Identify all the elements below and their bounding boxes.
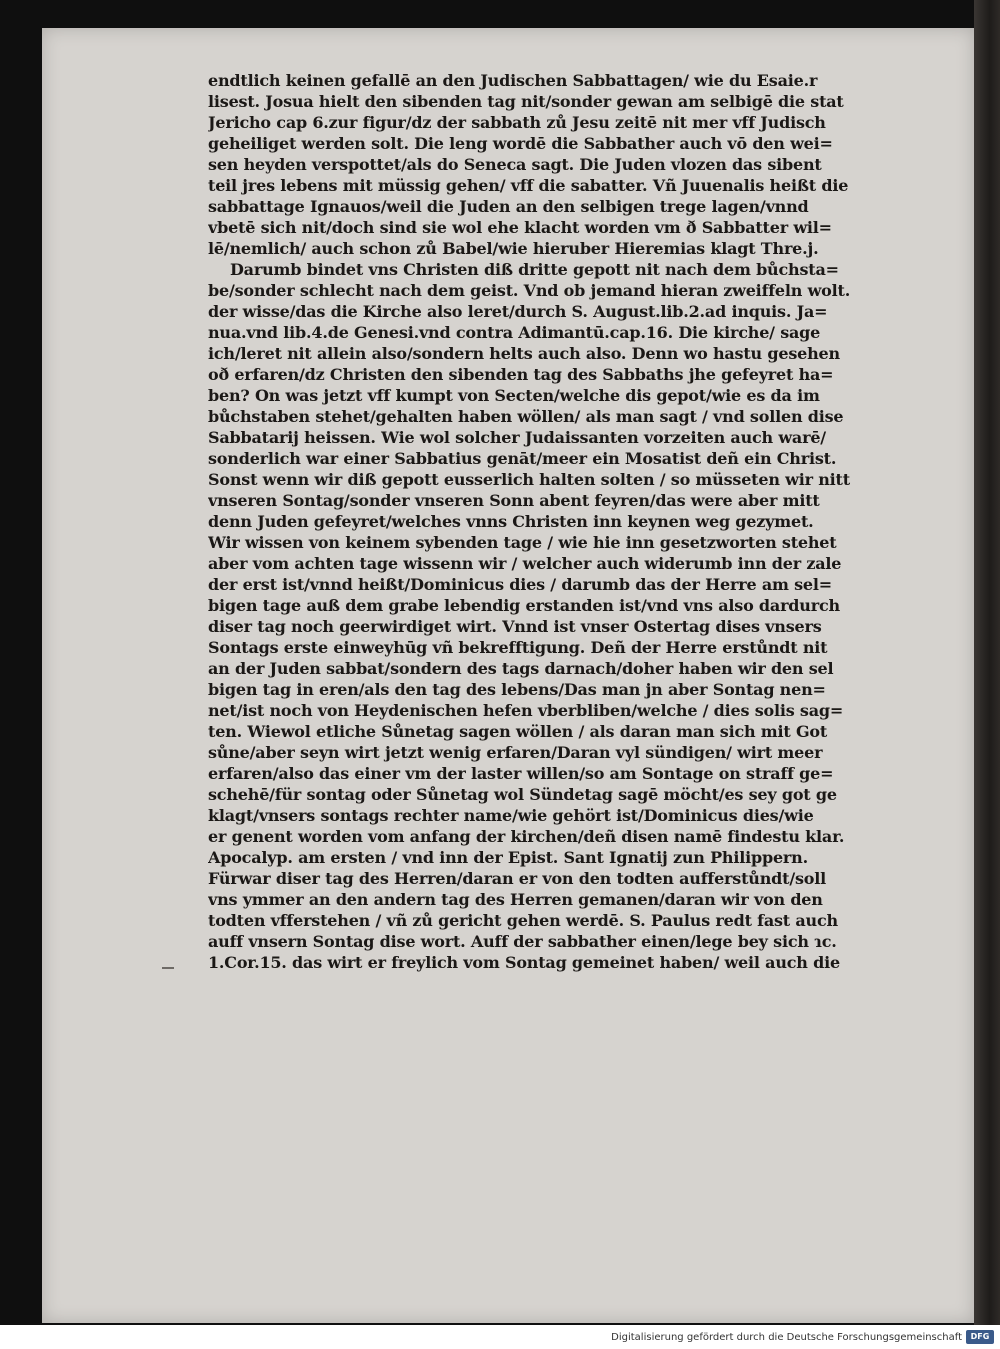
text-line: auff vnsern Sontag dise wort. Auff der sabbather einen/lege bey sich ɿc. [208, 932, 837, 951]
text-line: Apocalyp. am ersten / vnd inn der Epist. Sant Ignatij zun Philippern. [208, 848, 808, 867]
text-line: endtlich keinen gefallē an den Judischen Sabbattagen/ wie du Esaie.r [208, 71, 818, 90]
text-line: ten. Wiewol etliche Sůnetag sagen wöllen / als daran man sich mit Got [208, 722, 828, 741]
text-line: Sontags erste einweyhūg vñ bekrefftigung. Deñ der Herre erstůndt nit [208, 638, 828, 657]
text-line: erfaren/also das einer vm der laster willen/so am Sontage on straff ge= [208, 764, 834, 783]
text-line: ben? On was jetzt vff kumpt von Secten/welche dis gepot/wie es da im [208, 386, 820, 405]
text-line: bigen tage auß dem grabe lebendig erstanden ist/vnd vns also dardurch [208, 596, 840, 615]
text-line: aber vom achten tage wissenn wir / welcher auch widerumb inn der zale [208, 554, 842, 573]
text-line: der erst ist/vnnd heißt/Dominicus dies / darumb das der Herre am sel= [208, 575, 832, 594]
text-line: Sonst wenn wir diß gepott eusserlich halten solten / so müsseten wir nitt [208, 470, 850, 489]
text-line: geheiliget werden solt. Die leng wordē die Sabbather auch vō den wei= [208, 134, 833, 153]
margin-mark [162, 967, 174, 969]
text-line: 1.Cor.15. das wirt er freylich vom Sontag gemeinet haben/ weil auch die [208, 953, 840, 972]
footer-bar [0, 1325, 1000, 1349]
text-line: sen heyden verspottet/als do Seneca sagt. Die Juden vlozen das sibent [208, 155, 822, 174]
text-line: bůchstaben stehet/gehalten haben wöllen/ als man sagt / vnd sollen dise [208, 407, 844, 426]
text-line: klagt/vnsers sontags rechter name/wie gehört ist/Dominicus dies/wie [208, 806, 814, 825]
text-line: der wisse/das die Kirche also leret/durch S. August.lib.2.ad inquis. Ja= [208, 302, 828, 321]
text-line: Sabbatarij heissen. Wie wol solcher Judaissanten vorzeiten auch warē/ [208, 428, 826, 447]
text-line: sonderlich war einer Sabbatius genāt/meer ein Mosatist deñ ein Christ. [208, 449, 837, 468]
text-line: vns ymmer an den andern tag des Herren gemanen/daran wir von den [208, 890, 823, 909]
text-line: bigen tag in eren/als den tag des lebens/Das man jn aber Sontag nen= [208, 680, 826, 699]
text-line: Wir wissen von keinem sybenden tage / wie hie inn gesetzworten stehet [208, 533, 837, 552]
text-line: oð erfaren/dz Christen den sibenden tag des Sabbaths jhe gefeyret ha= [208, 365, 834, 384]
book-edge [974, 0, 1000, 1325]
text-line: vnseren Sontag/sonder vnseren Sonn abent feyren/das were aber mitt [208, 491, 820, 510]
text-line: Fürwar diser tag des Herren/daran er von den todten aufferstůndt/soll [208, 869, 827, 888]
text-line: sůne/aber seyn wirt jetzt wenig erfaren/Daran vyl sündigen/ wirt meer [208, 743, 823, 762]
text-line: sabbattage Ignauos/weil die Juden an den selbigen trege lagen/vnnd [208, 197, 809, 216]
text-line: be/sonder schlecht nach dem geist. Vnd ob jemand hieran zweiffeln wolt. [208, 281, 851, 300]
text-line: lē/nemlich/ auch schon zů Babel/wie hieruber Hieremias klagt Thre.j. [208, 239, 819, 258]
text-line: er genent worden vom anfang der kirchen/deñ disen namē findestu klar. [208, 827, 845, 846]
dfg-logo: DFG [966, 1330, 994, 1344]
text-line: lisest. Josua hielt den sibenden tag nit/sonder gewan am selbigē die stat [208, 92, 844, 111]
text-line: teil jres lebens mit müssig gehen/ vff die sabatter. Vñ Juuenalis heißt die [208, 176, 849, 195]
text-line: denn Juden gefeyret/welches vnns Christen inn keynen weg gezymet. [208, 512, 814, 531]
page-text [208, 70, 898, 973]
text-line: an der Juden sabbat/sondern des tags darnach/doher haben wir den sel [208, 659, 834, 678]
text-line: vbetē sich nit/doch sind sie wol ehe klacht worden vm ð Sabbatter wil= [208, 218, 832, 237]
text-line: schehē/für sontag oder Sůnetag wol Sündetag sagē möcht/es sey got ge [208, 785, 837, 804]
text-line: Jericho cap 6.zur figur/dz der sabbath zů Jesu zeitē nit mer vff Judisch [208, 113, 826, 132]
text-line: Darumb bindet vns Christen diß dritte gepott nit nach dem bůchsta= [230, 260, 839, 279]
text-line: ich/leret nit allein also/sondern helts auch also. Denn wo hastu gesehen [208, 344, 840, 363]
footer-credit: Digitalisierung gefördert durch die Deutsche Forschungsgemeinschaft [611, 1332, 962, 1343]
text-line: nua.vnd lib.4.de Genesi.vnd contra Adimantū.cap.16. Die kirche/ sage [208, 323, 821, 342]
text-line: todten vfferstehen / vñ zů gericht gehen werdē. S. Paulus redt fast auch [208, 911, 838, 930]
text-line: net/ist noch von Heydenischen hefen vberbliben/welche / dies solis sag= [208, 701, 844, 720]
text-line: diser tag noch geerwirdiget wirt. Vnnd ist vnser Ostertag dises vnsers [208, 617, 822, 636]
